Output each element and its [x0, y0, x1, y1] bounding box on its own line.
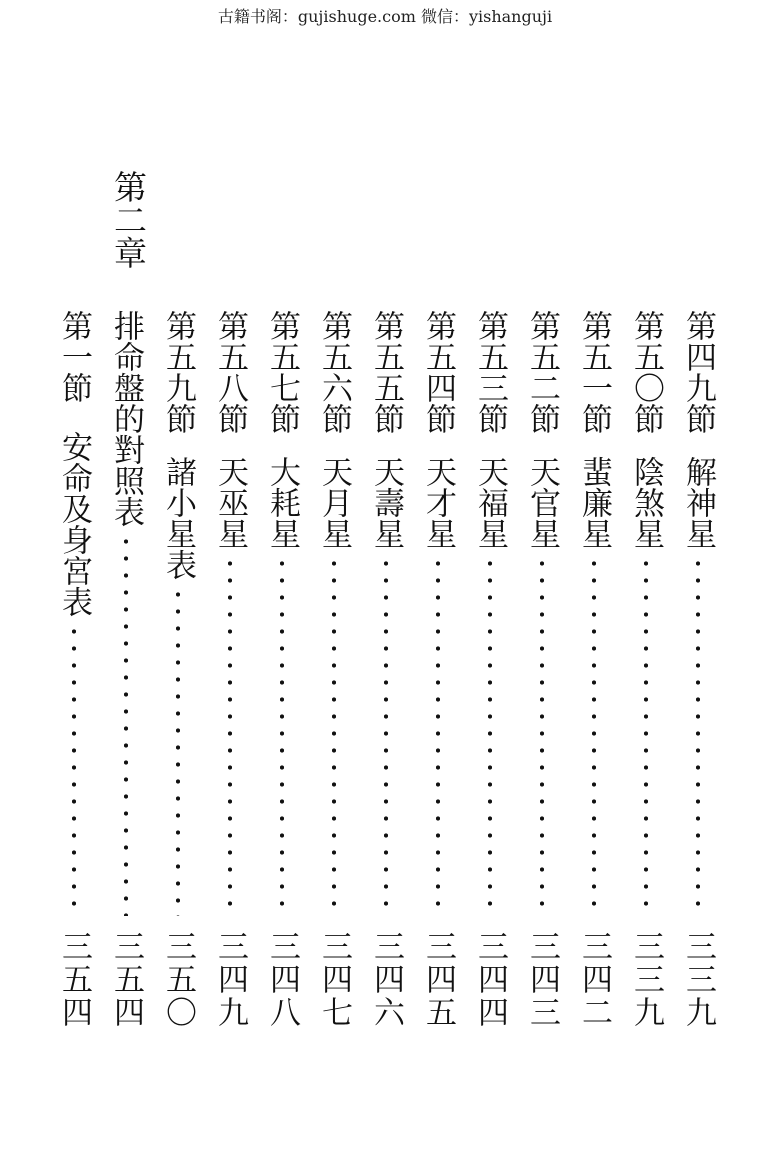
- section-number: 第五一節: [576, 310, 612, 434]
- section-title: 天月星: [316, 456, 352, 549]
- page-number: 三四二: [576, 930, 612, 1029]
- section-title: 排命盤的對照表: [108, 310, 144, 527]
- section-title: 陰煞星: [628, 456, 664, 549]
- page-number: 三三九: [680, 930, 716, 1029]
- section-number: 第五六節: [316, 310, 352, 434]
- section-number: 第五四節: [420, 310, 456, 434]
- toc-entry[interactable]: [158, 310, 198, 920]
- section-number: 第五三節: [472, 310, 508, 434]
- toc-entry[interactable]: [262, 310, 302, 920]
- page-number: 三五四: [56, 930, 92, 1029]
- page-number: 三四七: [316, 930, 352, 1029]
- dot-leader: [228, 555, 232, 916]
- section-title: 天巫星: [212, 456, 248, 549]
- dot-leader: [124, 533, 128, 916]
- chapter-heading: 第二章: [109, 170, 148, 269]
- section-title: 天壽星: [368, 456, 404, 549]
- page-number: 三四五: [420, 930, 456, 1029]
- section-title: 蜚廉星: [576, 456, 612, 549]
- dot-leader: [592, 555, 596, 916]
- toc-entry[interactable]: [54, 310, 94, 920]
- page-number: 三五四: [108, 930, 144, 1029]
- page-number: 三四六: [368, 930, 404, 1029]
- toc-entry[interactable]: [470, 310, 510, 920]
- toc-entry[interactable]: [366, 310, 406, 920]
- watermark-text: 古籍书阁：gujishuge.com 微信：yishanguji: [217, 7, 553, 26]
- section-number: 第五五節: [368, 310, 404, 434]
- toc-entry[interactable]: [418, 310, 458, 920]
- page-number: 三四九: [212, 930, 248, 1029]
- dot-leader: [436, 555, 440, 916]
- section-number: 第五九節: [160, 310, 196, 434]
- dot-leader: [696, 555, 700, 916]
- page-number: 三三九: [628, 930, 664, 1029]
- dot-leader: [332, 555, 336, 916]
- page-number: 三四八: [264, 930, 300, 1029]
- section-number: 第五八節: [212, 310, 248, 434]
- toc-entry[interactable]: [574, 310, 614, 920]
- toc-entry[interactable]: [678, 310, 718, 920]
- dot-leader: [384, 555, 388, 916]
- section-title: 諸小星表: [160, 456, 196, 580]
- toc-entry[interactable]: [626, 310, 666, 920]
- section-title: 天福星: [472, 456, 508, 549]
- toc-entry[interactable]: [314, 310, 354, 920]
- section-title: 大耗星: [264, 456, 300, 549]
- dot-leader: [176, 586, 180, 916]
- dot-leader: [644, 555, 648, 916]
- section-number: 第四九節: [680, 310, 716, 434]
- section-title: 天官星: [524, 456, 560, 549]
- dot-leader: [72, 623, 76, 916]
- page-number: 三五〇: [160, 930, 196, 1029]
- dot-leader: [280, 555, 284, 916]
- toc-entry[interactable]: [522, 310, 562, 920]
- toc-entry[interactable]: [210, 310, 250, 920]
- toc-entry[interactable]: [106, 310, 146, 920]
- section-title: 安命及身宮表: [56, 431, 92, 617]
- page-number: 三四三: [524, 930, 560, 1029]
- page-number: 三四四: [472, 930, 508, 1029]
- section-number: 第一節: [56, 310, 92, 403]
- dot-leader: [540, 555, 544, 916]
- section-number: 第五七節: [264, 310, 300, 434]
- section-number: 第五〇節: [628, 310, 664, 434]
- section-title: 解神星: [680, 456, 716, 549]
- section-title: 天才星: [420, 456, 456, 549]
- dot-leader: [488, 555, 492, 916]
- section-number: 第五二節: [524, 310, 560, 434]
